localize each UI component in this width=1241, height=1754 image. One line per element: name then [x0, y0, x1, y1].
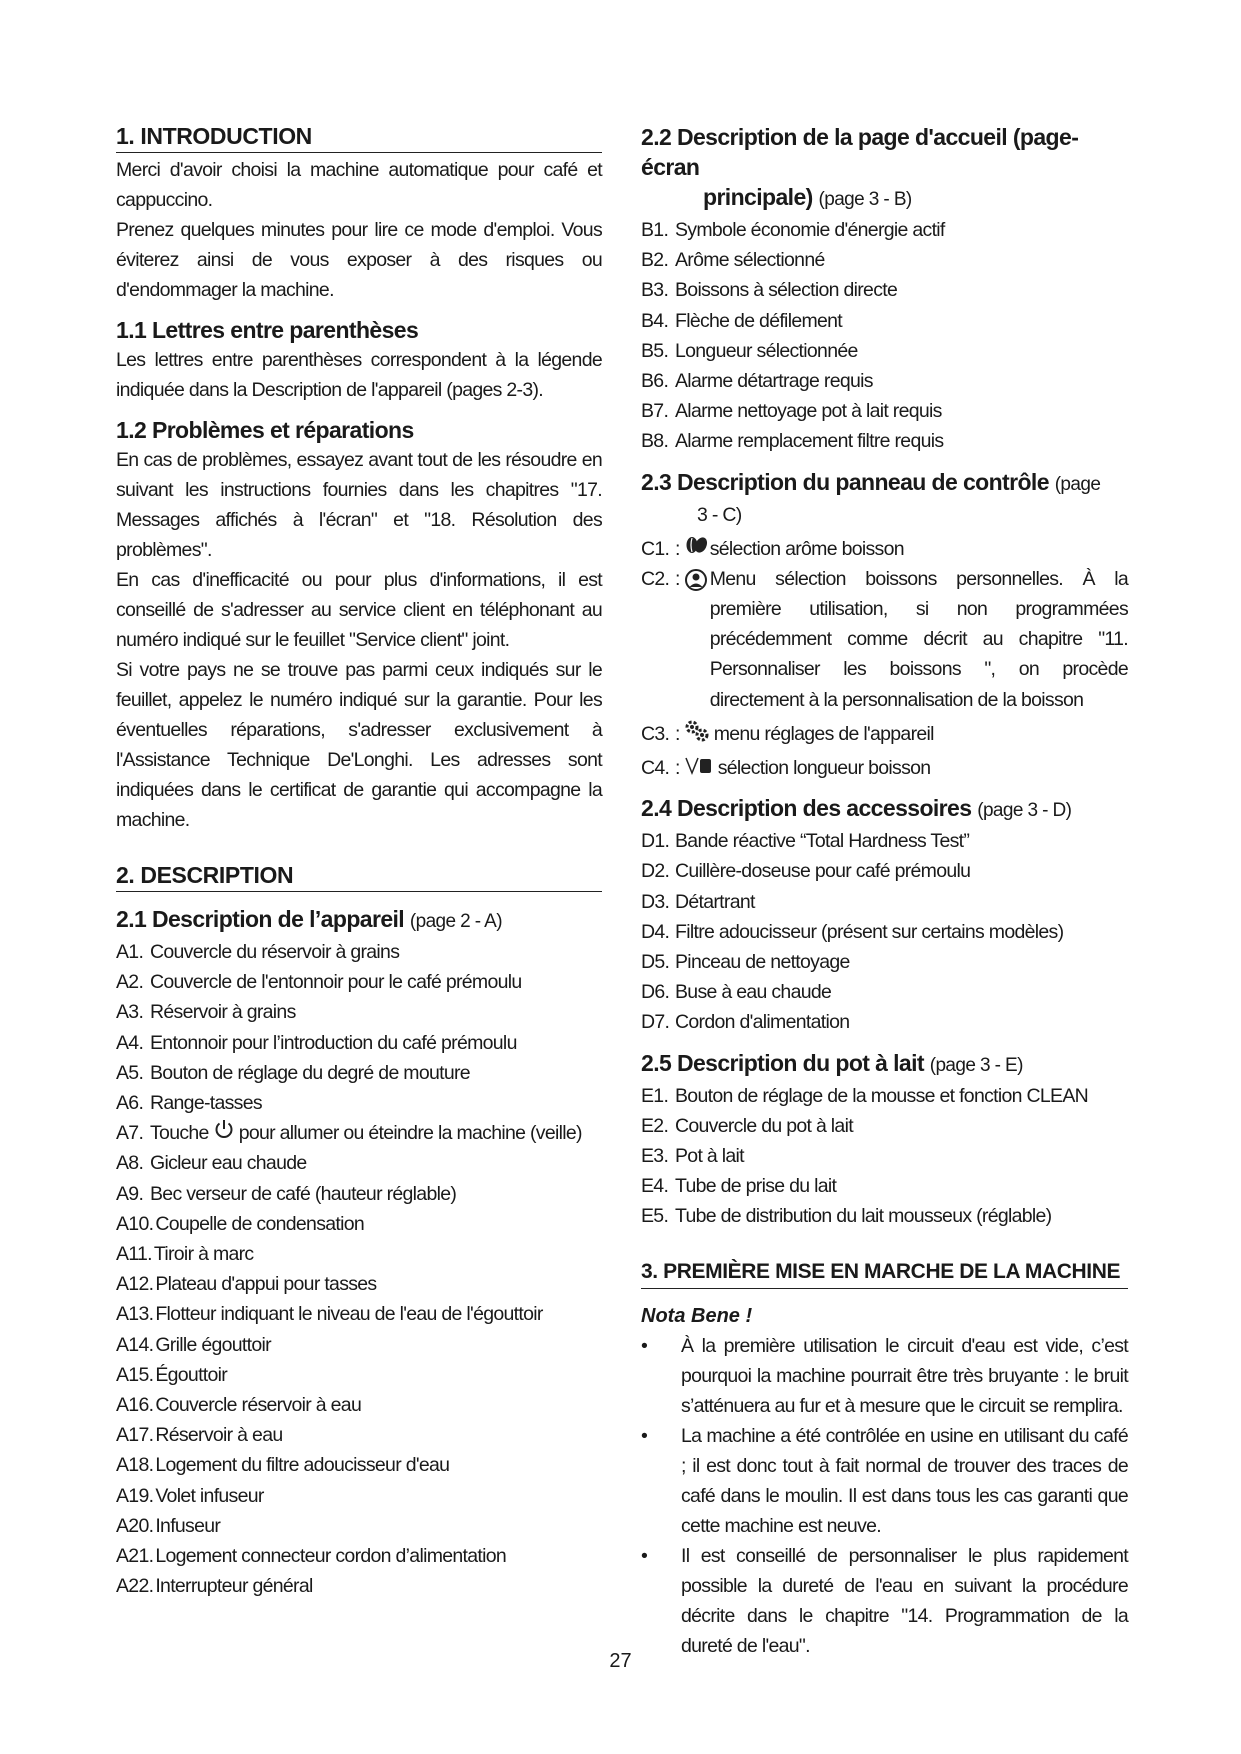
subsection-1-2-paragraph-1: En cas de problèmes, essayez avant tout de les résoudre en suivant les instructions fournies dans les chapitres "17. Messages affichés à l'écran" et "18. Résolution des problèmes". [116, 449, 602, 561]
list-item: C4. : sélection longueur boisson [641, 753, 1128, 783]
right-column [641, 122, 1128, 1661]
list-item: A6. Range-tasses [116, 1092, 262, 1115]
power-icon [213, 1118, 235, 1140]
list-item: A14. Grille égouttoir [116, 1333, 271, 1356]
list-item: B8. Alarme remplacement filtre requis [641, 430, 944, 453]
list-item: A20. Infuseur [116, 1514, 221, 1537]
list-item: D3. Détartrant [641, 890, 755, 913]
list-item: D2. Cuillère-doseuse pour café prémoulu [641, 860, 971, 883]
subsection-1-1-paragraph: Les lettres entre parenthèses correspondent à la légende indiquée dans la Description de l'appareil (pages 2-3). [116, 349, 602, 401]
list-item: A15. Égouttoir [116, 1363, 228, 1386]
my-drinks-icon [684, 568, 706, 590]
subsection-heading-2-2: 2.2 Description de la page d'accueil (page-écran [641, 124, 1079, 180]
subsection-2-1-page-ref: (page 2 - A) [409, 911, 502, 932]
list-item: C2. : Menu sélection boissons personnelles. À la première utilisation, si non programmées précédemment comme décrit au chapitre "11. Personnaliser les boissons ", on procède directement à la personnalisation de la boisson [641, 567, 1128, 711]
list-item: D4. Filtre adoucisseur (présent sur certains modèles) [641, 920, 1064, 943]
list-item: C1. : sélection arôme boisson [641, 534, 1128, 564]
subsection-heading-1-2: 1.2 Problèmes et réparations [116, 417, 414, 443]
list-item: A13. Flotteur indiquant le niveau de l'eau de l'égouttoir [116, 1303, 543, 1326]
subsection-heading-2-1 [116, 904, 602, 937]
subsection-2-2-page-ref: (page 3 - B) [818, 189, 912, 210]
milk-jug-list [641, 1081, 1128, 1232]
list-item: • Il est conseillé de personnaliser le plus rapidement possible la dureté de l'eau en suivant la procédure décrite dans le chapitre "14. Programmation de la dureté de l'eau". [641, 1544, 1128, 1657]
list-item: A11. Tiroir à marc [116, 1243, 254, 1266]
list-item: B1. Symbole économie d'énergie actif [641, 219, 945, 241]
list-item: A3. Réservoir à grains [116, 1001, 296, 1024]
page-number: 27 [609, 1650, 632, 1672]
list-item: A19. Volet infuseur [116, 1484, 264, 1507]
intro-paragraph-1: Merci d'avoir choisi la machine automatique pour café et cappuccino. [116, 159, 602, 211]
list-item: A18. Logement du filtre adoucisseur d'eau [116, 1454, 450, 1477]
subsection-heading-2-3: 2.3 Description du panneau de contrôle (page [641, 468, 1101, 495]
cup-length-icon [684, 753, 714, 775]
section-heading-introduction: 1. INTRODUCTION [116, 122, 602, 153]
list-item: B3. Boissons à sélection directe [641, 279, 898, 302]
list-item: D6. Buse à eau chaude [641, 981, 832, 1004]
control-panel-list [641, 534, 1128, 784]
list-item: E4. Tube de prise du lait [641, 1175, 837, 1198]
list-item: E1. Bouton de réglage de la mousse et fonction CLEAN [641, 1084, 1089, 1107]
settings-gears-icon [684, 719, 710, 741]
section-heading-description: 2. DESCRIPTION [116, 861, 602, 892]
list-item: A1. Couvercle du réservoir à grains [116, 941, 400, 963]
list-item: A9. Bec verseur de café (hauteur réglable) [116, 1182, 457, 1205]
list-item: A7. Touche pour allumer ou éteindre la machine (veille) [116, 1118, 602, 1148]
subsection-2-5-page-ref: (page 3 - E) [929, 1054, 1023, 1076]
subsection-2-3-page-ref-b: 3 - C) [697, 503, 742, 526]
list-item: D7. Cordon d'alimentation [641, 1011, 850, 1034]
subsection-2-1-title: 2.1 Description de l’appareil [116, 906, 405, 932]
list-item: D1. Bande réactive “Total Hardness Test” [641, 830, 970, 853]
subsection-heading-1-1: 1.1 Lettres entre parenthèses [116, 317, 419, 343]
list-item: A12. Plateau d'appui pour tasses [116, 1273, 377, 1296]
list-item: A4. Entonnoir pour l’introduction du café prémoulu [116, 1031, 517, 1054]
list-item: A8. Gicleur eau chaude [116, 1152, 307, 1175]
subsection-2-3-page-ref-a: (page [1054, 473, 1101, 495]
subsection-1-2-paragraph-2: En cas d'inefficacité ou pour plus d'informations, il est conseillé de s'adresser au service client en téléphonant au numéro indiqué sur le feuillet "Service client" joint. [116, 569, 602, 651]
list-item: • À la première utilisation le circuit d'eau est vide, c’est pourquoi la machine pourrait être très bruyante : le bruit s’atténuera au fur et à mesure que le circuit se remplira. [641, 1334, 1128, 1417]
home-page-list [641, 215, 1128, 457]
list-item: E3. Pot à lait [641, 1145, 744, 1168]
nota-bene-label: Nota Bene ! [641, 1304, 753, 1327]
list-item: B5. Longueur sélectionnée [641, 339, 858, 362]
list-item: B6. Alarme détartrage requis [641, 370, 873, 393]
list-item: B2. Arôme sélectionné [641, 249, 825, 272]
subsection-2-4-page-ref: (page 3 - D) [977, 800, 1072, 822]
list-item: • La machine a été contrôlée en usine en utilisant du café ; il est donc tout à fait normal de trouver des traces de café dans le moulin. Il est dans tous les cas garanti que cette machine est neuve. [641, 1424, 1128, 1537]
list-item: A16. Couvercle réservoir à eau [116, 1394, 362, 1417]
intro-paragraph-2: Prenez quelques minutes pour lire ce mode d'emploi. Vous éviterez ainsi de vous exposer à des risques ou d'endommager la machine. [116, 219, 602, 301]
list-item: A5. Bouton de réglage du degré de mouture [116, 1061, 470, 1084]
subsection-heading-2-5: 2.5 Description du pot à lait (page 3 - E) [641, 1049, 1023, 1076]
list-item: B7. Alarme nettoyage pot à lait requis [641, 400, 942, 423]
list-item: A22. Interrupteur général [116, 1575, 313, 1598]
list-item: D5. Pinceau de nettoyage [641, 951, 850, 974]
list-item: E2. Couvercle du pot à lait [641, 1114, 853, 1137]
coffee-beans-icon [684, 534, 706, 556]
list-item: C3. : menu réglages de l'appareil [641, 719, 1128, 749]
list-item: A21. Logement connecteur cordon d’alimentation [116, 1545, 507, 1568]
list-item: A10. Coupelle de condensation [116, 1212, 365, 1235]
subsection-heading-2-4: 2.4 Description des accessoires (page 3 - D) [641, 795, 1072, 822]
list-item: E5. Tube de distribution du lait mousseux (réglable) [641, 1205, 1052, 1228]
accessories-list [641, 826, 1128, 1037]
list-item: A2. Couvercle de l'entonnoir pour le café prémoulu [116, 971, 522, 994]
left-column [116, 122, 602, 1601]
subsection-heading-2-2-line2: principale) (page 3 - B) [703, 184, 912, 210]
subsection-1-2-paragraph-3: Si votre pays ne se trouve pas parmi ceux indiqués sur le feuillet, appelez le numéro indiqué sur la garantie. Pour les éventuelles réparations, s'adresser exclusivement à l'Assistance Technique De'Longhi. Les adresses sont indiquées dans le certificat de garantie qui accompagne la machine. [116, 659, 602, 831]
list-item: A17. Réservoir à eau [116, 1424, 283, 1447]
section-heading-first-start: 3. PREMIÈRE MISE EN MARCHE DE LA MACHINE [641, 1258, 1128, 1289]
list-item: B4. Flèche de défilement [641, 309, 843, 332]
appliance-parts-list [116, 937, 602, 1601]
